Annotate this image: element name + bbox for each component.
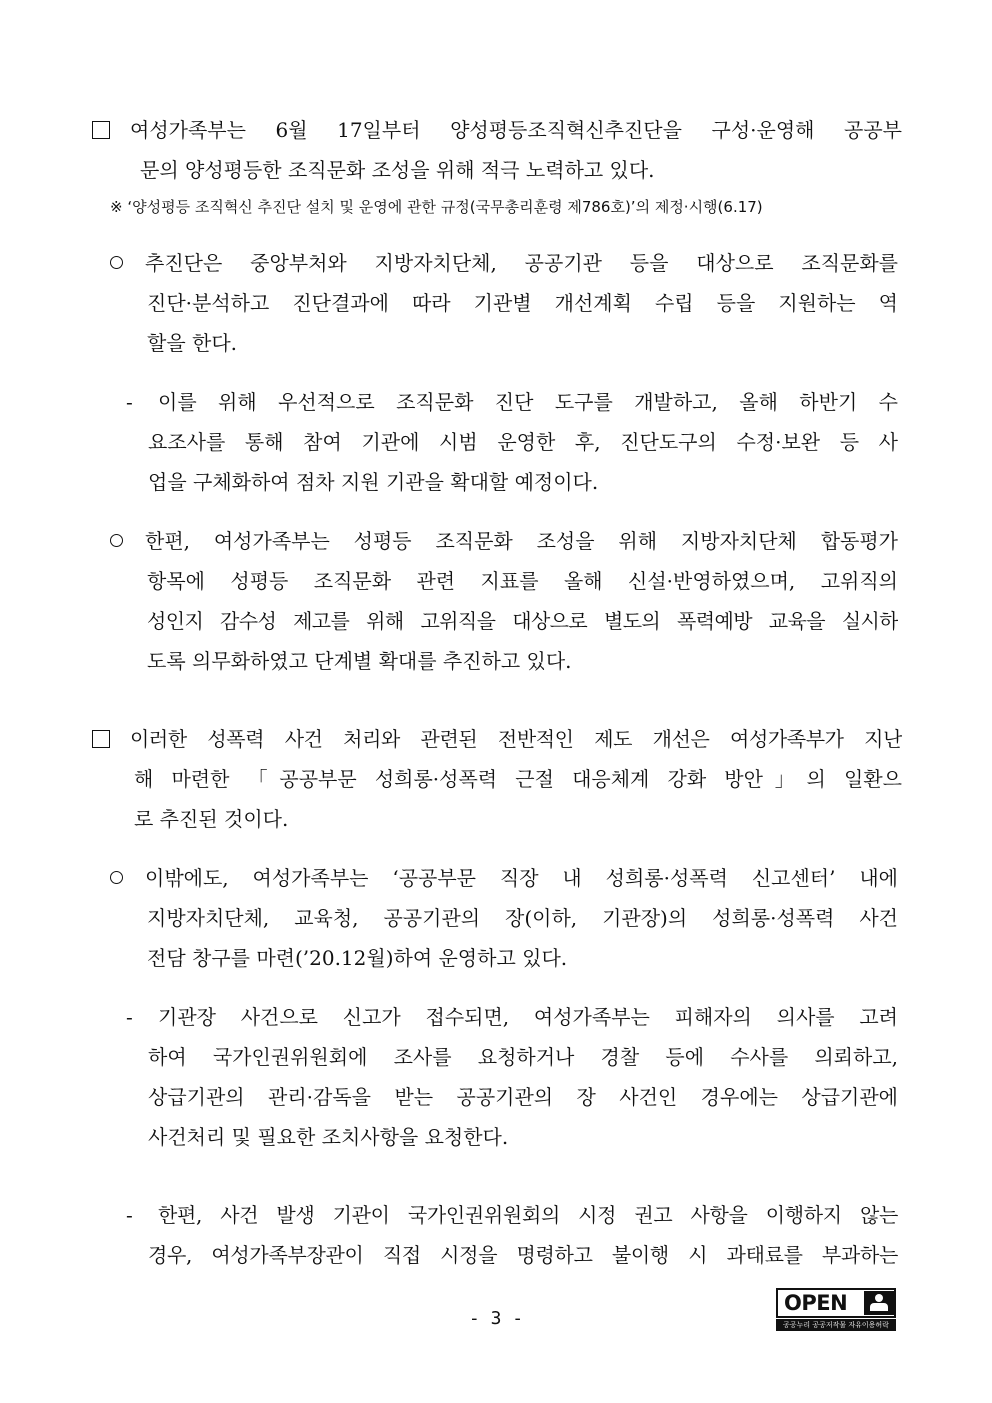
line-text: 진단·분석하고 진단결과에 따라 기관별 개선계획 수립 등을 지원하는 역	[147, 291, 898, 315]
text-line	[110, 521, 898, 561]
text-line	[92, 110, 902, 150]
open-logo-strip: 공공누리 공공저작물 자유이용허락	[776, 1319, 896, 1331]
text-line	[126, 422, 898, 462]
line-text: 해 마련한 「공공부문 성희롱·성폭력 근절 대응체계 강화 방안」의 일환으	[134, 767, 902, 791]
line-text: 문의 양성평등한 조직문화 조성을 위해 적극 노력하고 있다.	[140, 158, 655, 182]
detail-2	[126, 997, 898, 1157]
text-line	[110, 601, 898, 641]
footnote: ※ ‘양성평등 조직혁신 추진단 설치 및 운영에 관한 규정(국무총리훈령 제786호)’의 제정·시행(6.17)	[110, 198, 763, 216]
line-text: 사건처리 및 필요한 조치사항을 요청한다.	[148, 1125, 509, 1149]
dash-bullet-icon: -	[126, 1203, 133, 1227]
text-line	[92, 719, 902, 759]
line-text: 한편, 사건 발생 기관이 국가인권위원회의 시정 권고 사항을 이행하지 않는	[158, 1203, 898, 1227]
line-text: 한편, 여성가족부는 성평등 조직문화 조성을 위해 지방자치단체 합동평가	[145, 529, 898, 553]
line-text: 이밖에도, 여성가족부는 ‘공공부문 직장 내 성희롱·성폭력 신고센터’ 내에	[145, 866, 898, 890]
line-text: 이를 위해 우선적으로 조직문화 진단 도구를 개발하고, 올해 하반기 수	[158, 390, 898, 414]
line-text: 이러한 성폭력 사건 처리와 관련된 전반적인 제도 개선은 여성가족부가 지난	[130, 727, 902, 751]
text-line	[110, 561, 898, 601]
subsection-2	[110, 521, 898, 681]
text-line	[110, 283, 898, 323]
subsection-1	[110, 243, 898, 363]
circle-bullet-icon	[110, 871, 123, 884]
line-text: 요조사를 통해 참여 기관에 시범 운영한 후, 진단도구의 수정·보완 등 사	[148, 430, 898, 454]
text-line	[110, 898, 898, 938]
square-bullet-icon	[92, 121, 110, 139]
circle-bullet-icon	[110, 256, 123, 269]
text-line	[110, 858, 898, 898]
text-line	[126, 462, 898, 502]
text-line	[126, 382, 898, 422]
text-line	[92, 759, 902, 799]
line-text: 로 추진된 것이다.	[134, 807, 289, 831]
text-line	[126, 1077, 898, 1117]
line-text: 상급기관의 관리·감독을 받는 공공기관의 장 사건인 경우에는 상급기관에	[148, 1085, 898, 1109]
line-text: 기관장 사건으로 신고가 접수되면, 여성가족부는 피해자의 의사를 고려	[158, 1005, 898, 1029]
text-line	[110, 641, 898, 681]
text-line	[126, 997, 898, 1037]
open-logo-text: OPEN	[784, 1291, 848, 1315]
section-1	[92, 110, 902, 190]
subsection-3	[110, 858, 898, 978]
text-line	[110, 243, 898, 283]
line-text: 경우, 여성가족부장관이 직접 시정을 명령하고 불이행 시 과태료를 부과하는	[148, 1243, 898, 1267]
page-number: - 3 -	[468, 1308, 524, 1329]
line-text: 성인지 감수성 제고를 위해 고위직을 대상으로 별도의 폭력예방 교육을 실시하	[147, 609, 898, 633]
line-text: 하여 국가인권위원회에 조사를 요청하거나 경찰 등에 수사를 의뢰하고,	[148, 1045, 898, 1069]
text-line	[110, 938, 898, 978]
line-text: 전담 창구를 마련(’20.12월)하여 운영하고 있다.	[147, 946, 568, 970]
circle-bullet-icon	[110, 534, 123, 547]
section-2	[92, 719, 902, 839]
line-text: 여성가족부는 6월 17일부터 양성평등조직혁신추진단을 구성·운영해 공공부	[130, 118, 902, 142]
line-text: 업을 구체화하여 점차 지원 기관을 확대할 예정이다.	[148, 470, 599, 494]
text-line	[126, 1195, 898, 1235]
dash-bullet-icon: -	[126, 1005, 133, 1029]
text-line	[126, 1037, 898, 1077]
detail-1	[126, 382, 898, 502]
text-line	[126, 1235, 898, 1275]
text-line	[110, 323, 898, 363]
text-line	[92, 150, 902, 190]
line-text: 추진단은 중앙부처와 지방자치단체, 공공기관 등을 대상으로 조직문화를	[145, 251, 898, 275]
text-line	[92, 799, 902, 839]
dash-bullet-icon: -	[126, 390, 133, 414]
detail-3	[126, 1195, 898, 1275]
line-text: 할을 한다.	[147, 331, 237, 355]
line-text: 항목에 성평등 조직문화 관련 지표를 올해 신설·반영하였으며, 고위직의	[147, 569, 898, 593]
line-text: 도록 의무화하였고 단계별 확대를 추진하고 있다.	[147, 649, 572, 673]
line-text: 지방자치단체, 교육청, 공공기관의 장(이하, 기관장)의 성희롱·성폭력 사건	[147, 906, 898, 930]
square-bullet-icon	[92, 730, 110, 748]
text-line	[126, 1117, 898, 1157]
